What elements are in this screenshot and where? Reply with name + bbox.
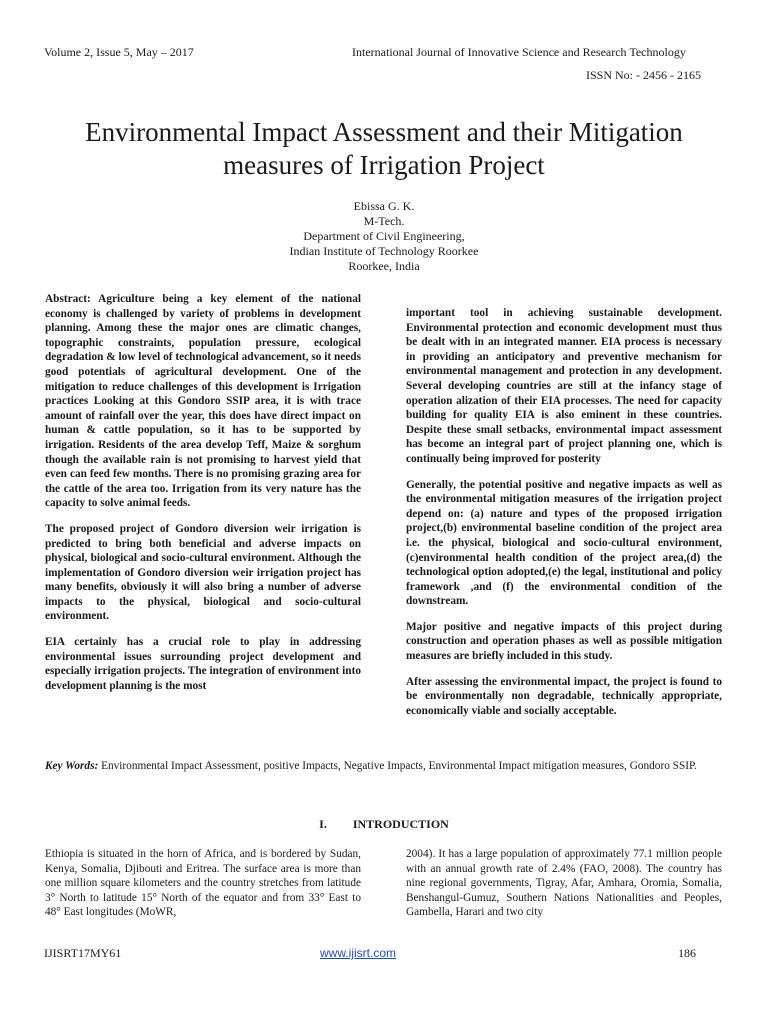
intro-right-column: 2004). It has a large population of approximately 77.1 million people with an annual growth rate of 2.4% (FAO, 2008). The country has nine regional governments, Tigray, Afar, Amhara, Oromia, Somalia, Benshangul-Gumuz, Southern Nations Nationalities and Peoples, Gambella, Harari and two city: [406, 848, 722, 919]
volume-issue: Volume 2, Issue 5, May – 2017: [44, 45, 194, 59]
abstract-paragraph: EIA certainly has a crucial role to play in addressing environmental issues surrounding project development and especially irrigation projects. The integration of environment into development planning is the most: [45, 636, 361, 692]
abstract-paragraph: The proposed project of Gondoro diversion weir irrigation is predicted to bring both beneficial and adverse impacts on physical, biological and socio-cultural environment. Although the implementation of Gondoro diversion weir irrigation project has many benefits, obviously it will also bring a number of adverse impacts to the physical, biological and socio-cultural environment.: [45, 522, 361, 623]
abstract-paragraph: Abstract: Agriculture being a key element of the national economy is challenged by variety of problems in development planning. Among these the major ones are climatic changes, topographic constraints, population pressure, ecological degradation & low level of technological advancement, so it needs good potentials of agricultural development. One of the mitigation to reduce challenges of this development is Irrigation practices Looking at this Gondoro SSIP area, it is with trace amount of rainfall over the year, this does have direct impact on human & cattle population, so it has to be supported by irrigation. Residents of the area develop Teff, Maize & sorghum though the available rain is not promising to harvest yield that even can feed few months. There is no promising grazing area for the cattle of the area too. Irrigation from its very nature has the capacity to solve animal feeds.: [45, 293, 361, 510]
website-link[interactable]: www.ijisrt.com: [320, 946, 397, 960]
section-title: INTRODUCTION: [352, 817, 449, 831]
abstract-right-column: [406, 306, 722, 729]
author-block: [200, 199, 568, 274]
intro-left-column: Ethiopia is situated in the horn of Africa, and is bordered by Sudan, Kenya, Somalia, Djibouti and Eritrea. The surface area is more than one million square kilometers and the country stretches from latitude 3° North to latitude 15° North of the equator and from 33° East to 48° East longitudes (MoWR,: [45, 848, 361, 919]
author-degree: M-Tech.: [363, 214, 405, 228]
keywords: [45, 759, 723, 774]
keywords-text: Environmental Impact Assessment, positive Impacts, Negative Impacts, Environmental Impact mitigation measures, Gondoro SSIP.: [98, 760, 697, 772]
page-number: 186: [678, 946, 696, 960]
author-department: Department of Civil Engineering,: [303, 229, 465, 243]
abstract-paragraph: After assessing the environmental impact, the project is found to be environmentally non degradable, technically appropriate, economically viable and socially acceptable.: [406, 675, 722, 717]
author-institute: Indian Institute of Technology Roorkee: [289, 244, 479, 258]
section-heading: [0, 817, 768, 832]
keywords-label: Key Words:: [45, 760, 99, 772]
section-number: I.: [319, 817, 327, 831]
author-name: Ebissa G. K.: [353, 199, 415, 213]
paper-id: IJISRT17MY61: [44, 946, 122, 960]
abstract-left-column: [45, 292, 361, 704]
issn: ISSN No: - 2456 - 2165: [585, 68, 701, 82]
author-location: Roorkee, India: [348, 259, 420, 273]
abstract-paragraph: important tool in achieving sustainable development. Environmental protection and economic development must thus be dealt with in an integrated manner. EIA process is necessary in providing an anticipatory and preventive mechanism for environmental management and protection in any development. Several developing countries are still at the infancy stage of operation alization of their EIA processes. The need for capacity building for quality EIA is also eminent in these countries. Despite these small setbacks, environmental impact assessment has become an integral part of project planning one, which is continually being improved for posterity: [406, 307, 722, 465]
paper-title: Environmental Impact Assessment and their Mitigation measures of Irrigation Project: [85, 117, 683, 180]
abstract-paragraph: Major positive and negative impacts of this project during construction and operation phases as well as possible mitigation measures are briefly included in this study.: [406, 620, 722, 663]
journal-name: International Journal of Innovative Science and Research Technology: [352, 45, 686, 59]
abstract-paragraph: Generally, the potential positive and negative impacts as well as the environmental mitigation measures of the irrigation project depend on: (a) nature and types of the proposed irrigation project,(b) environmental baseline condition of the project area i.e. the physical, biological and socio-cultural environment,(c)environmental health condition of the project area,(d) the technological option adopted,(e) the legal, institutional and policy framework ,and (f) the environmental condition of the downstream.: [406, 478, 722, 608]
